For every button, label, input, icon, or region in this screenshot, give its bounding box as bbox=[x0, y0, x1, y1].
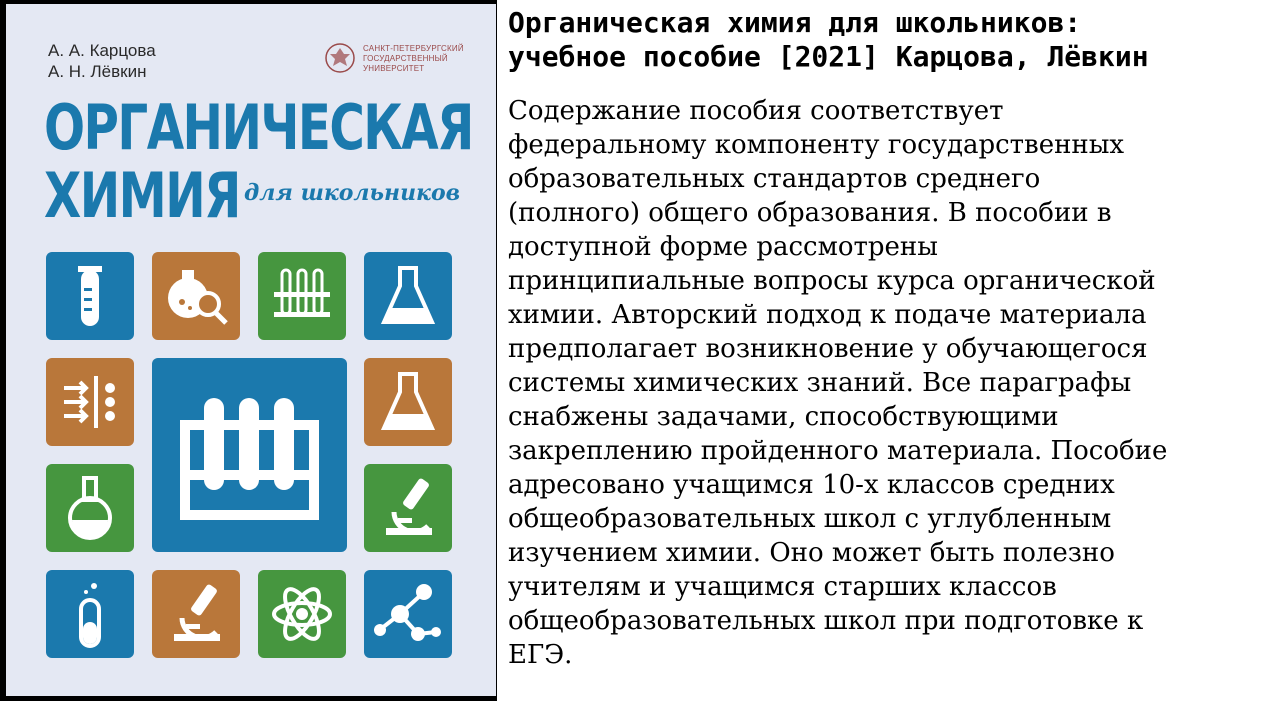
description-line: предполагает возникновение у обучающегося bbox=[508, 334, 1148, 364]
description-line: закреплению пройденного материала. Пособие bbox=[508, 436, 1168, 466]
description-line: федеральному компоненту государственных bbox=[508, 130, 1125, 160]
description-panel bbox=[497, 0, 1280, 701]
microscope-icon bbox=[152, 570, 240, 658]
tile-test-tube-bubbles bbox=[46, 570, 134, 658]
cover-author: А. Н. Лёвкин bbox=[48, 62, 147, 81]
flask-magnifier-icon bbox=[152, 252, 240, 340]
book-description bbox=[508, 94, 1278, 672]
cover-title-line1: ОРГАНИЧЕСКАЯ bbox=[44, 91, 473, 164]
conical-flask-icon bbox=[364, 252, 452, 340]
description-line: принципиальные вопросы курса органической bbox=[508, 266, 1156, 296]
tile-test-tube-rack-large bbox=[152, 358, 347, 552]
tile-flask-magnifier bbox=[152, 252, 240, 340]
description-line: общеобразовательных школ при подготовке к bbox=[508, 606, 1144, 636]
tile-separation bbox=[46, 358, 134, 446]
book-cover bbox=[6, 4, 496, 696]
description-line: химии. Авторский подход к подаче материала bbox=[508, 300, 1147, 330]
university-emblem-icon bbox=[324, 42, 356, 74]
description-line: учителям и учащимся старших классов bbox=[508, 572, 1057, 602]
round-flask-icon bbox=[46, 464, 134, 552]
tile-round-flask bbox=[46, 464, 134, 552]
atom-icon bbox=[258, 570, 346, 658]
cover-title-line2: ХИМИЯ bbox=[44, 159, 240, 232]
test-tube-rack-icon bbox=[258, 252, 346, 340]
description-line: адресовано учащимся 10-х классов средних bbox=[508, 470, 1115, 500]
description-line: системы химических знаний. Все параграфы bbox=[508, 368, 1132, 398]
tile-atom bbox=[258, 570, 346, 658]
description-line: (полного) общего образования. В пособии в bbox=[508, 198, 1112, 228]
tile-conical-flask-2 bbox=[364, 358, 452, 446]
description-line: Содержание пособия соответствует bbox=[508, 96, 1004, 126]
book-title: Органическая химия для школьников: учебное пособие [2021] Карцова, Лёвкин bbox=[508, 6, 1149, 73]
test-tube-rack-large-icon bbox=[152, 358, 347, 552]
molecule-icon bbox=[364, 570, 452, 658]
description-line: общеобразовательных школ с углубленным bbox=[508, 504, 1112, 534]
cover-authors bbox=[48, 40, 156, 82]
tile-microscope-2 bbox=[152, 570, 240, 658]
tile-conical-flask bbox=[364, 252, 452, 340]
university-name: САНКТ-ПЕТЕРБУРГСКИЙ ГОСУДАРСТВЕННЫЙ УНИВЕРСИТЕТ bbox=[363, 44, 464, 73]
tile-test-tube bbox=[46, 252, 134, 340]
test-tube-icon bbox=[46, 252, 134, 340]
description-line: снабжены задачами, способствующими bbox=[508, 402, 1059, 432]
cover-subtitle: для школьников bbox=[244, 180, 461, 206]
test-tube-bubbles-icon bbox=[46, 570, 134, 658]
conical-flask-icon bbox=[364, 358, 452, 446]
cover-author: А. А. Карцова bbox=[48, 41, 156, 60]
tile-molecule bbox=[364, 570, 452, 658]
description-line: изучением химии. Оно может быть полезно bbox=[508, 538, 1115, 568]
description-line: ЕГЭ. bbox=[508, 640, 573, 670]
separation-arrows-icon bbox=[46, 358, 134, 446]
description-line: доступной форме рассмотрены bbox=[508, 232, 938, 262]
description-line: образовательных стандартов среднего bbox=[508, 164, 1041, 194]
microscope-icon bbox=[364, 464, 452, 552]
tile-microscope bbox=[364, 464, 452, 552]
tile-test-tube-rack bbox=[258, 252, 346, 340]
